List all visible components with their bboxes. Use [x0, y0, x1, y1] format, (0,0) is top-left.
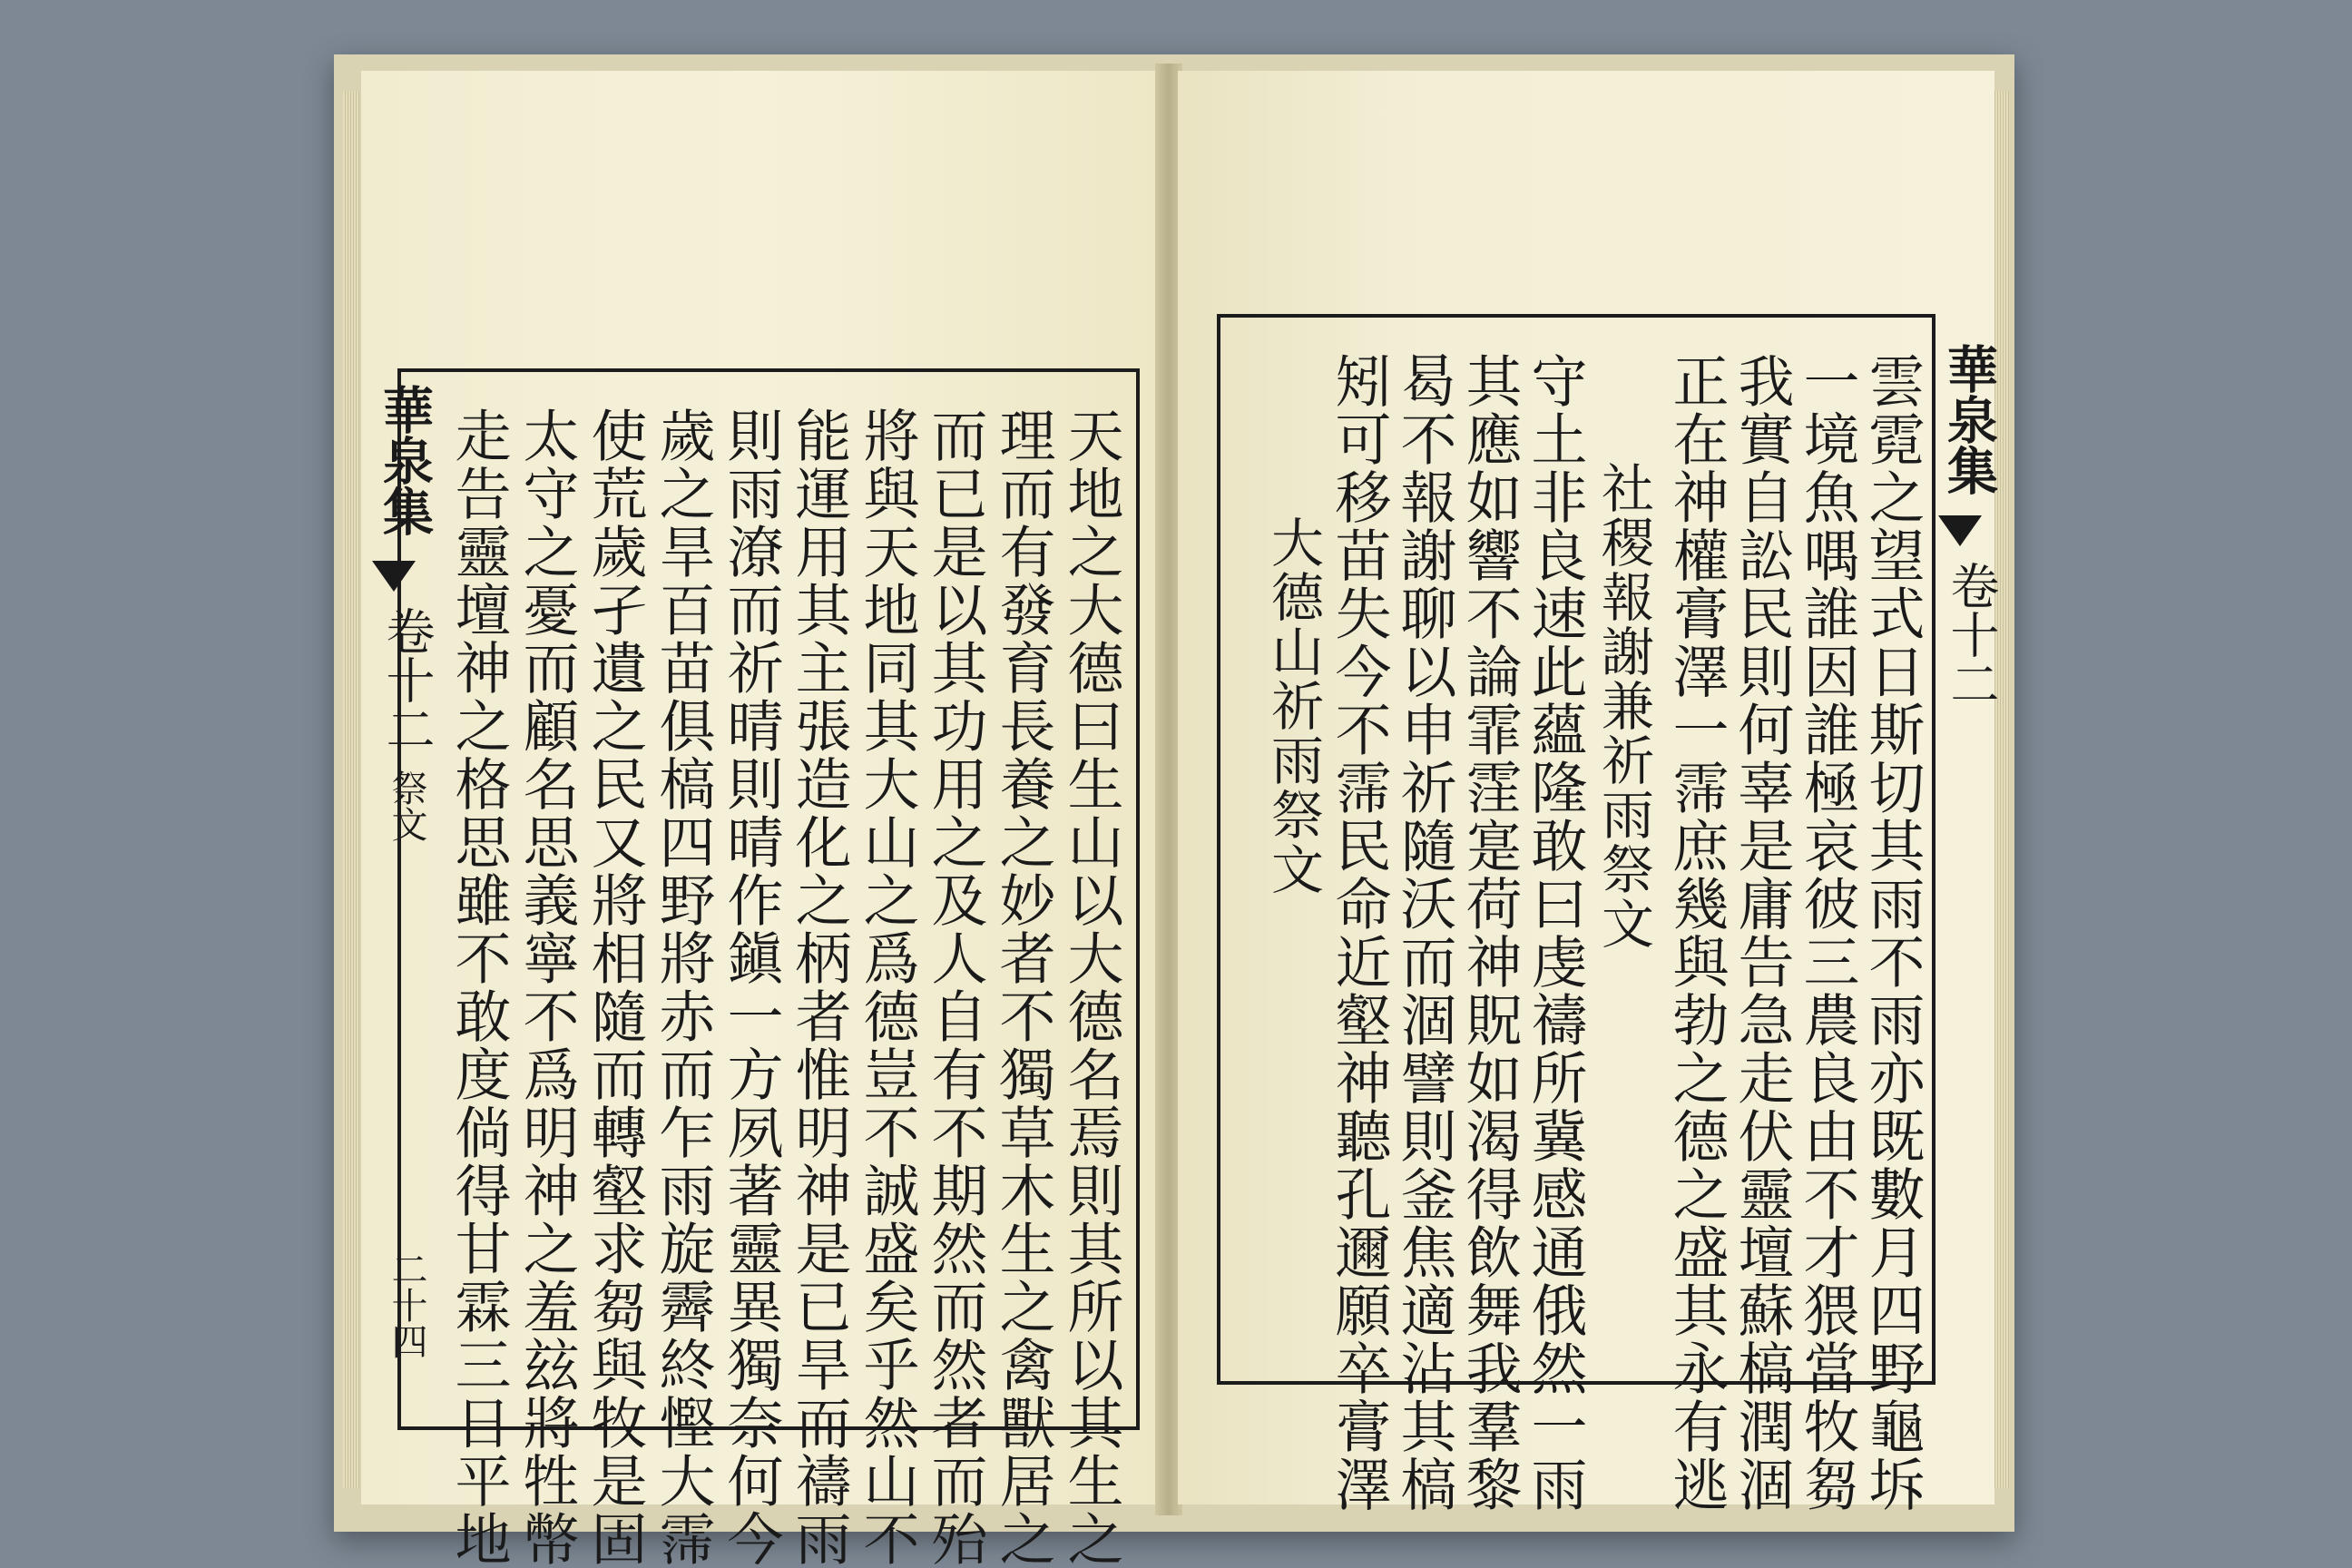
text-column: 理而有發育長養之妙者不獨草木生之禽獸居之	[990, 407, 1056, 1568]
text-column: 歲之旱百苗俱槁四野將赤而乍雨旋霽終慳大霈	[650, 407, 716, 1568]
fishtail-mark	[372, 561, 416, 592]
text-column: 太守之憂而顧名思義寧不爲明神之羞玆將牲幣	[514, 407, 580, 1568]
left-margin-title: 華泉集	[375, 384, 435, 536]
text-column: 曷不報謝聊以申祈隨沃而涸譬則釜焦適沾其槁	[1391, 352, 1457, 1514]
left-margin-volume: 卷十二	[378, 606, 436, 753]
right-margin-title: 華泉集	[1939, 343, 1999, 495]
text-column: 將與天地同其大山之爲德豈不誠盛矣乎然山不	[854, 407, 920, 1568]
text-column: 其應如響不論霏霔寔荷神貺如渴得飲舞我羣黎	[1456, 352, 1523, 1514]
text-column: 雲霓之望式日斯切其雨不雨亦既數月四野龜坼	[1859, 352, 1926, 1514]
page-edges-right	[1993, 91, 2009, 1488]
text-column: 我實自訟民則何辜是庸告急走伏靈壇蘇槁潤涸	[1729, 352, 1795, 1514]
text-column: 則雨潦而祈晴則晴作鎭一方夙著靈異獨奈何今	[718, 407, 784, 1568]
page-edges-left	[343, 91, 359, 1488]
text-column: 天地之大德曰生山以大德名焉則其所以其生之	[1058, 407, 1124, 1568]
text-column: 正在神權膏澤一霈庶幾與勃之德之盛其永有逃	[1663, 352, 1730, 1514]
right-margin-volume: 卷十二	[1943, 561, 2000, 708]
text-column: 而已是以其功用之及人自有不期然而然者而殆	[922, 407, 988, 1568]
right-page	[1178, 71, 2000, 1514]
fishtail-mark	[1938, 515, 1982, 546]
text-column: 使荒歲孑遺之民又將相隨而轉壑求芻與牧是固	[582, 407, 648, 1568]
text-column: 能運用其主張造化之柄者惟明神是已旱而禱雨	[786, 407, 852, 1568]
text-column: 守土非良速此蘊隆敢曰虔禱所冀感通俄然一雨	[1522, 352, 1588, 1514]
essay-title: 社稷報謝兼祈雨祭文	[1592, 461, 1654, 951]
essay-title: 大德山祈雨祭文	[1262, 515, 1324, 897]
left-page	[361, 71, 1160, 1568]
text-column: 矧可移苗失今不霈民命近壑神聽孔邇願卒膏澤	[1326, 352, 1392, 1514]
text-column: 走告靈壇神之格思雖不敢度倘得甘霖三日平地	[446, 407, 512, 1568]
folio-number: 二十四	[386, 1250, 427, 1359]
left-margin-section: 祭文	[386, 769, 427, 842]
text-column: 一境魚喁誰因誰極哀彼三農良由不才猥當牧芻	[1794, 352, 1860, 1514]
open-book	[334, 54, 2014, 1568]
